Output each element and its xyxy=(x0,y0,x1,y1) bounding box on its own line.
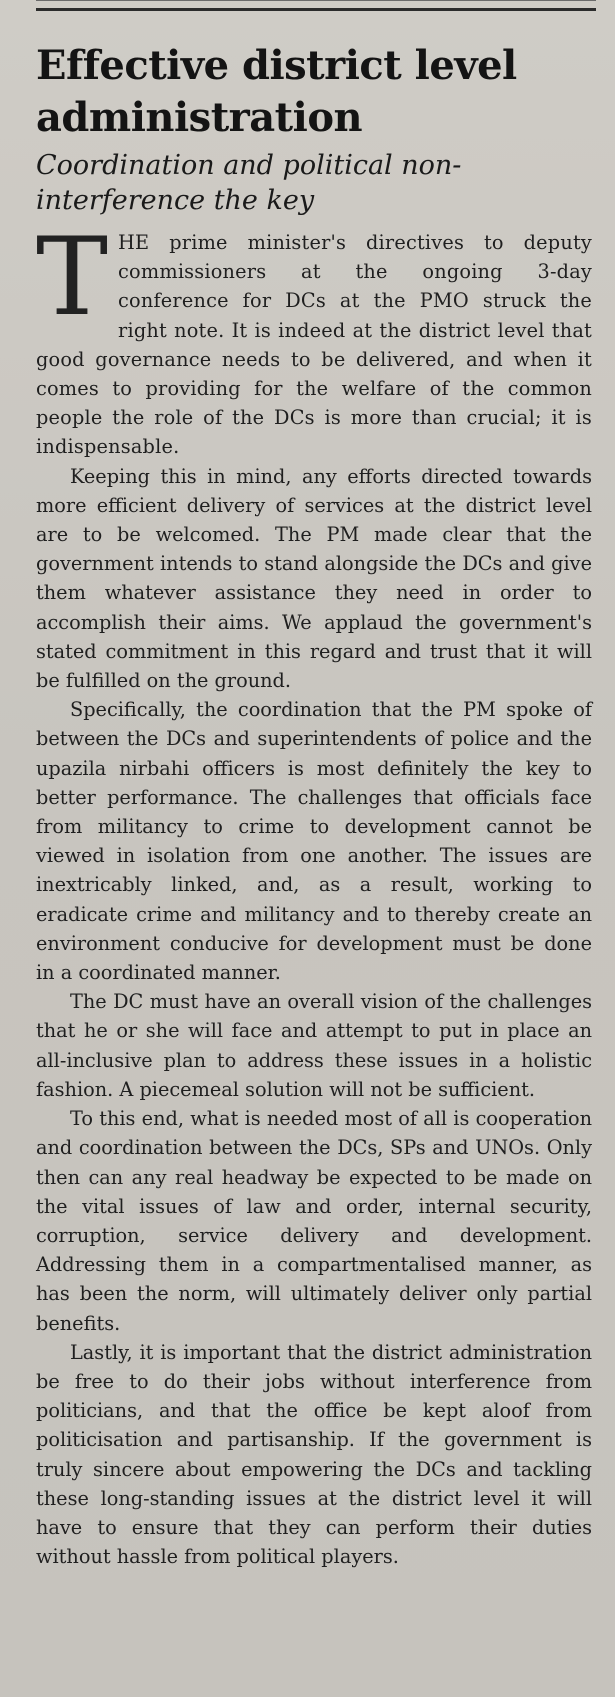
editorial-article xyxy=(36,40,592,1571)
paragraph-5: To this end, what is needed most of all is cooperation and coordination between the DCs, SPs and UNOs. Only then can any real headway be expected to be made on the vital issues of law and order, internal security, corruption, service delivery and development. Addressing them in a compartmentalised manner, as has been the norm, will ultimately deliver only partial benefits. xyxy=(36,1107,592,1335)
drop-cap: T xyxy=(36,215,109,340)
top-divider-thin xyxy=(36,0,596,1)
paragraph-6: Lastly, it is important that the district administration be free to do their jobs without interference from politicians, and that the office be kept aloof from politicisation and partisanship. If the government is truly sincere about empowering the DCs and tackling these long-standing issues at the district level it will have to ensure that they can perform their duties without hassle from political players. xyxy=(36,1340,592,1569)
paragraph-4: The DC must have an overall vision of the challenges that he or she will face and attempt to put in place an all-inclusive plan to address these issues in a holistic fashion. A piecemeal solution will not be sufficient. xyxy=(36,990,592,1101)
headline: Effective district level administration xyxy=(36,42,517,141)
top-divider xyxy=(36,8,596,11)
paragraph-2: Keeping this in mind, any efforts directed towards more efficient delivery of services at the district level are to be welcomed. The PM made clear that the government intends to stand alongside the DCs and give them whatever assistance they need in order to accomplish their aims. We applaud the government's stated commitment in this regard and trust that it will be fulfilled on the ground. xyxy=(36,464,592,693)
paragraph-1-text: HE prime minister's directives to deputy commissioners at the ongoing 3-day conference for DCs at the PMO struck the right note. It is indeed at the district level that good governance needs to be delivered, and when it comes to providing for the welfare of the common people the role of the DCs is more than crucial; it is indispensable. xyxy=(36,231,592,459)
article-body xyxy=(36,215,592,1571)
paragraph-1 xyxy=(36,215,592,462)
subheadline: Coordination and political non-interference the key xyxy=(36,150,462,216)
paragraph-3: Specifically, the coordination that the PM spoke of between the DCs and superintendents of police and the upazila nirbahi officers is most definitely the key to better performance. The challenges that officials face from militancy to crime to development cannot be viewed in isolation from one another. The issues are inextricably linked, and, as a result, working to eradicate crime and militancy and to thereby create an environment conducive for development must be done in a coordinated manner. xyxy=(36,698,592,985)
